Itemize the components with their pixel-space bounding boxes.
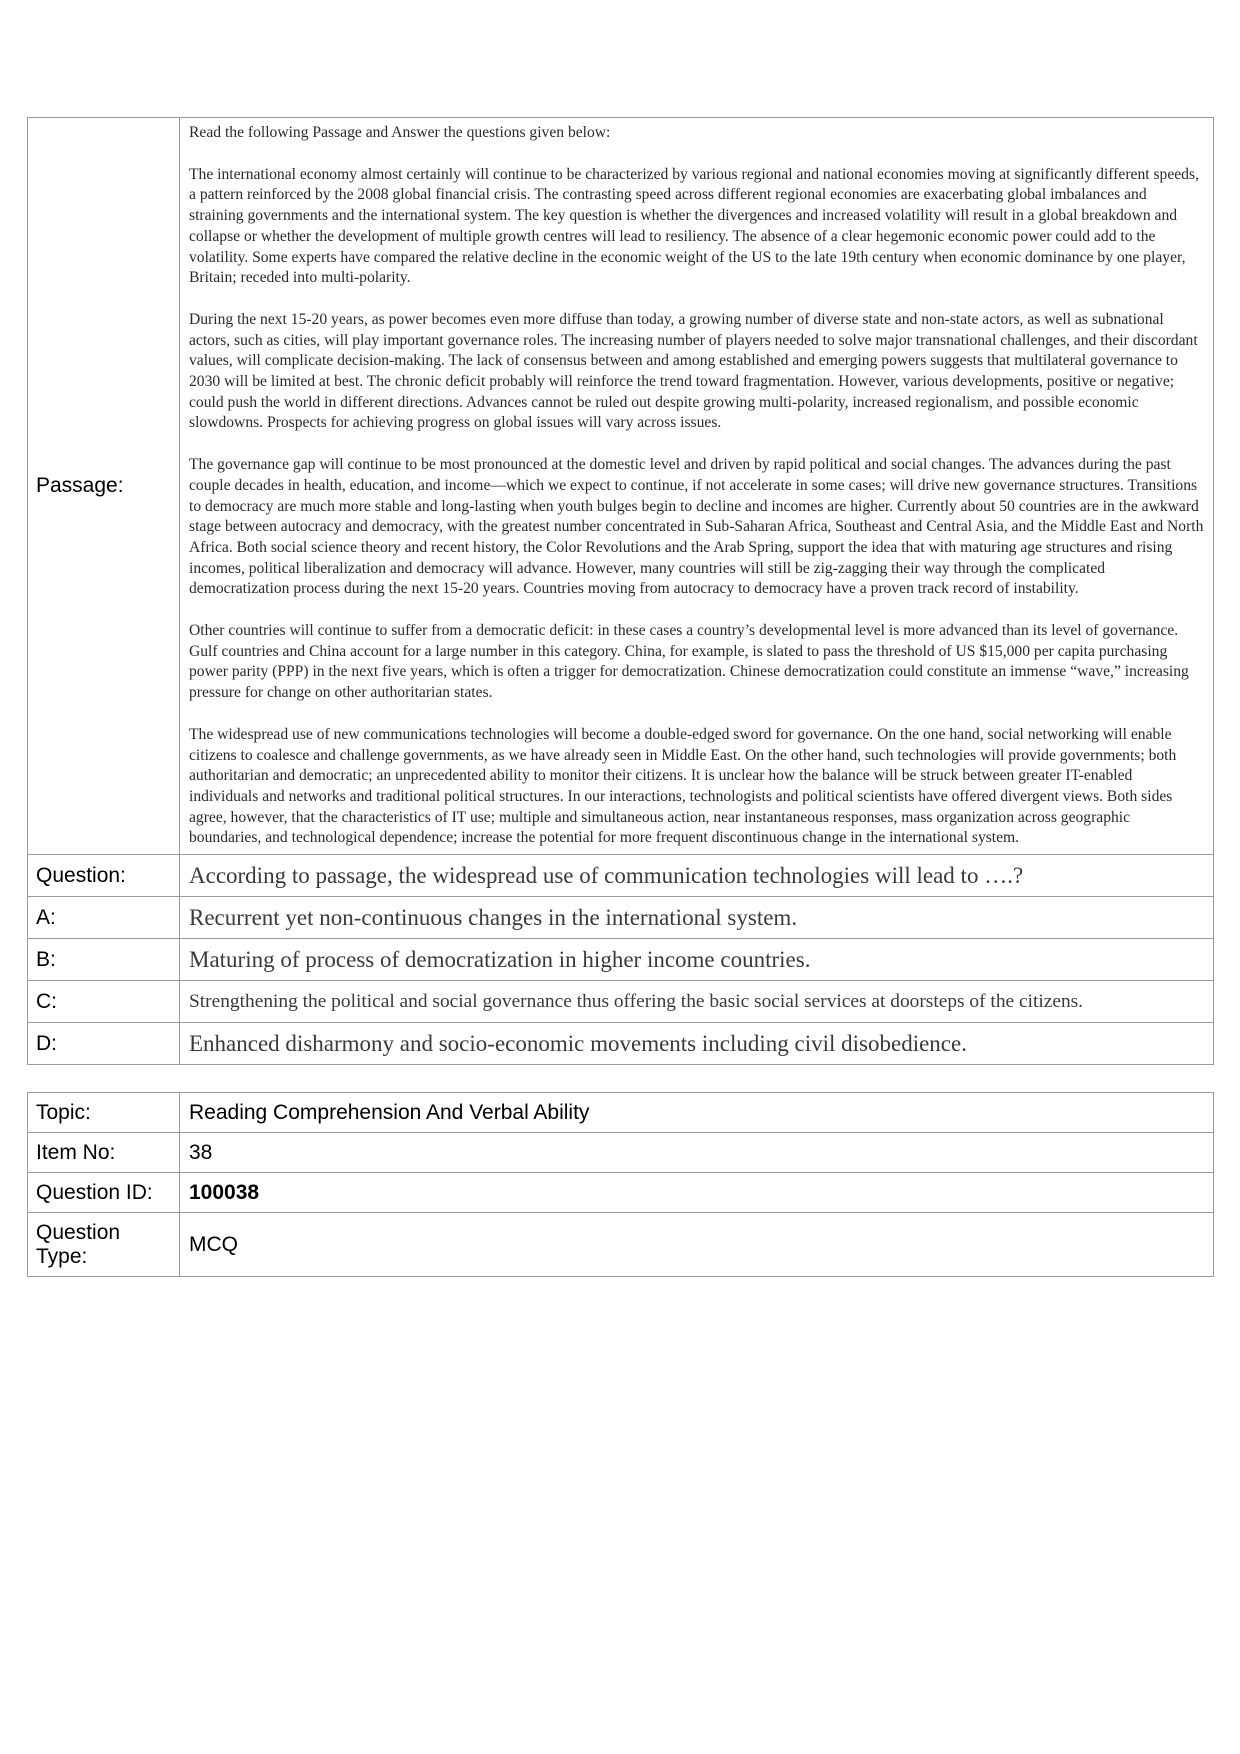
meta-table [27,1092,1214,1277]
passage-paragraph-3: The governance gap will continue to be most pronounced at the domestic level and driven by rapid political and social changes. The advances during the past couple decades in health, education, and income—which we expect to continue, if not accelerate in some cases; will drive new governance structures. Transitions to democracy are much more stable and long-lasting when youth bulges begin to decline and incomes are higher. Currently about 50 countries are in the awkward stage between autocracy and democracy, with the greatest number concentrated in Sub-Saharan Africa, Southeast and Central Asia, and the Middle East and North Africa. Both social science theory and recent history, the Color Revolutions and the Arab Spring, support the idea that with maturing age structures and rising incomes, political liberalization and democracy will advance. However, many countries will still be zig-zagging their way through the complicated democratization process during the next 15-20 years. Countries moving from autocracy to democracy have a proven track record of instability. [189,456,1204,598]
option-a-label: A: [28,897,180,939]
option-d-text: Enhanced disharmony and socio-economic movements including civil disobedience. [189,1030,967,1056]
question-cell [180,855,1214,897]
passage-label: Passage: [28,118,180,855]
passage-intro: Read the following Passage and Answer the questions given below: [189,124,611,141]
option-row-c[interactable] [28,981,1214,1023]
item-no-label: Item No: [28,1133,180,1173]
option-a-text: Recurrent yet non-continuous changes in the international system. [189,904,798,930]
topic-value: Reading Comprehension And Verbal Ability [180,1093,1214,1133]
question-text: According to passage, the widespread use of communication technologies will lead to ….? [189,862,1024,888]
option-row-d[interactable] [28,1023,1214,1065]
question-type-label [28,1213,180,1277]
question-type-label-line-2: Type: [36,1244,88,1268]
passage-cell [180,118,1214,855]
option-c-label: C: [28,981,180,1023]
passage-text [189,123,1205,849]
topic-row [28,1093,1214,1133]
passage-paragraph-5: The widespread use of new communications technologies will become a double-edged sword for governance. On the one hand, social networking will enable citizens to coalesce and challenge governments, as we have already seen in Middle East. On the other hand, such technologies will provide governments; both authoritarian and democratic; an unprecedented ability to monitor their citizens. It is unclear how the balance will be struck between greater IT-enabled individuals and networks and traditional political structures. In our interactions, technologists and political scientists have offered divergent views. Both sides agree, however, that the characteristics of IT use; multiple and simultaneous action, near instantaneous responses, mass organization across geographic boundaries, and technological dependence; increase the potential for more frequent discontinuous change in the international system. [189,725,1177,847]
question-label: Question: [28,855,180,897]
option-d-cell[interactable] [180,1023,1214,1065]
question-type-row [28,1213,1214,1277]
option-c-cell[interactable] [180,981,1214,1023]
option-c-text: Strengthening the political and social governance thus offering the basic social services at doorsteps of the citizens. [189,990,1084,1012]
option-b-cell[interactable] [180,939,1214,981]
topic-label: Topic: [28,1093,180,1133]
item-no-value: 38 [180,1133,1214,1173]
question-type-label-line-1: Question [36,1220,121,1244]
option-d-label: D: [28,1023,180,1065]
option-row-a[interactable] [28,897,1214,939]
passage-paragraph-4: Other countries will continue to suffer from a democratic deficit: in these cases a country’s developmental level is more advanced than its level of governance. Gulf countries and China account for a large number in this category. China, for example, is slated to pass the threshold of US $15,000 per capita purchasing power parity (PPP) in the next five years, which is often a trigger for democratization. Chinese democratization could constitute an immense “wave,” increasing pressure for change on other authoritarian states. [189,622,1189,702]
option-row-b[interactable] [28,939,1214,981]
question-table [27,117,1214,1065]
question-row [28,855,1214,897]
question-id-row [28,1173,1214,1213]
question-id-label: Question ID: [28,1173,180,1213]
passage-paragraph-2: During the next 15-20 years, as power becomes even more diffuse than today, a growing number of diverse state and non-state actors, as well as subnational actors, such as cities, will play important governance roles. The increasing number of players needed to solve major transnational challenges, and their discordant values, will complicate decision-making. The lack of consensus between and among established and emerging powers suggests that multilateral governance to 2030 will be limited at best. The chronic deficit probably will reinforce the trend toward fragmentation. However, various developments, positive or negative; could push the world in different directions. Advances cannot be ruled out despite growing multi-polarity, increased regionalism, and possible economic slowdowns. Prospects for achieving progress on global issues will vary across issues. [189,310,1198,432]
option-a-cell[interactable] [180,897,1214,939]
item-no-row [28,1133,1214,1173]
passage-row [28,118,1214,855]
option-b-text: Maturing of process of democratization in higher income countries. [189,946,811,972]
question-type-value: MCQ [180,1213,1214,1277]
question-id-value: 100038 [180,1173,1214,1213]
page [27,117,1214,1277]
passage-paragraph-1: The international economy almost certainly will continue to be characterized by various regional and national economies moving at significantly different speeds, a pattern reinforced by the 2008 global financial crisis. The contrasting speed across different regional economies are exacerbating global imbalances and straining governments and the international system. The key question is whether the divergences and increased volatility will result in a global breakdown and collapse or whether the development of multiple growth centres will lead to resiliency. The absence of a clear hegemonic economic power could add to the volatility. Some experts have compared the relative decline in the economic weight of the US to the late 19th century when economic dominance by one player, Britain; receded into multi-polarity. [189,165,1199,287]
option-b-label: B: [28,939,180,981]
